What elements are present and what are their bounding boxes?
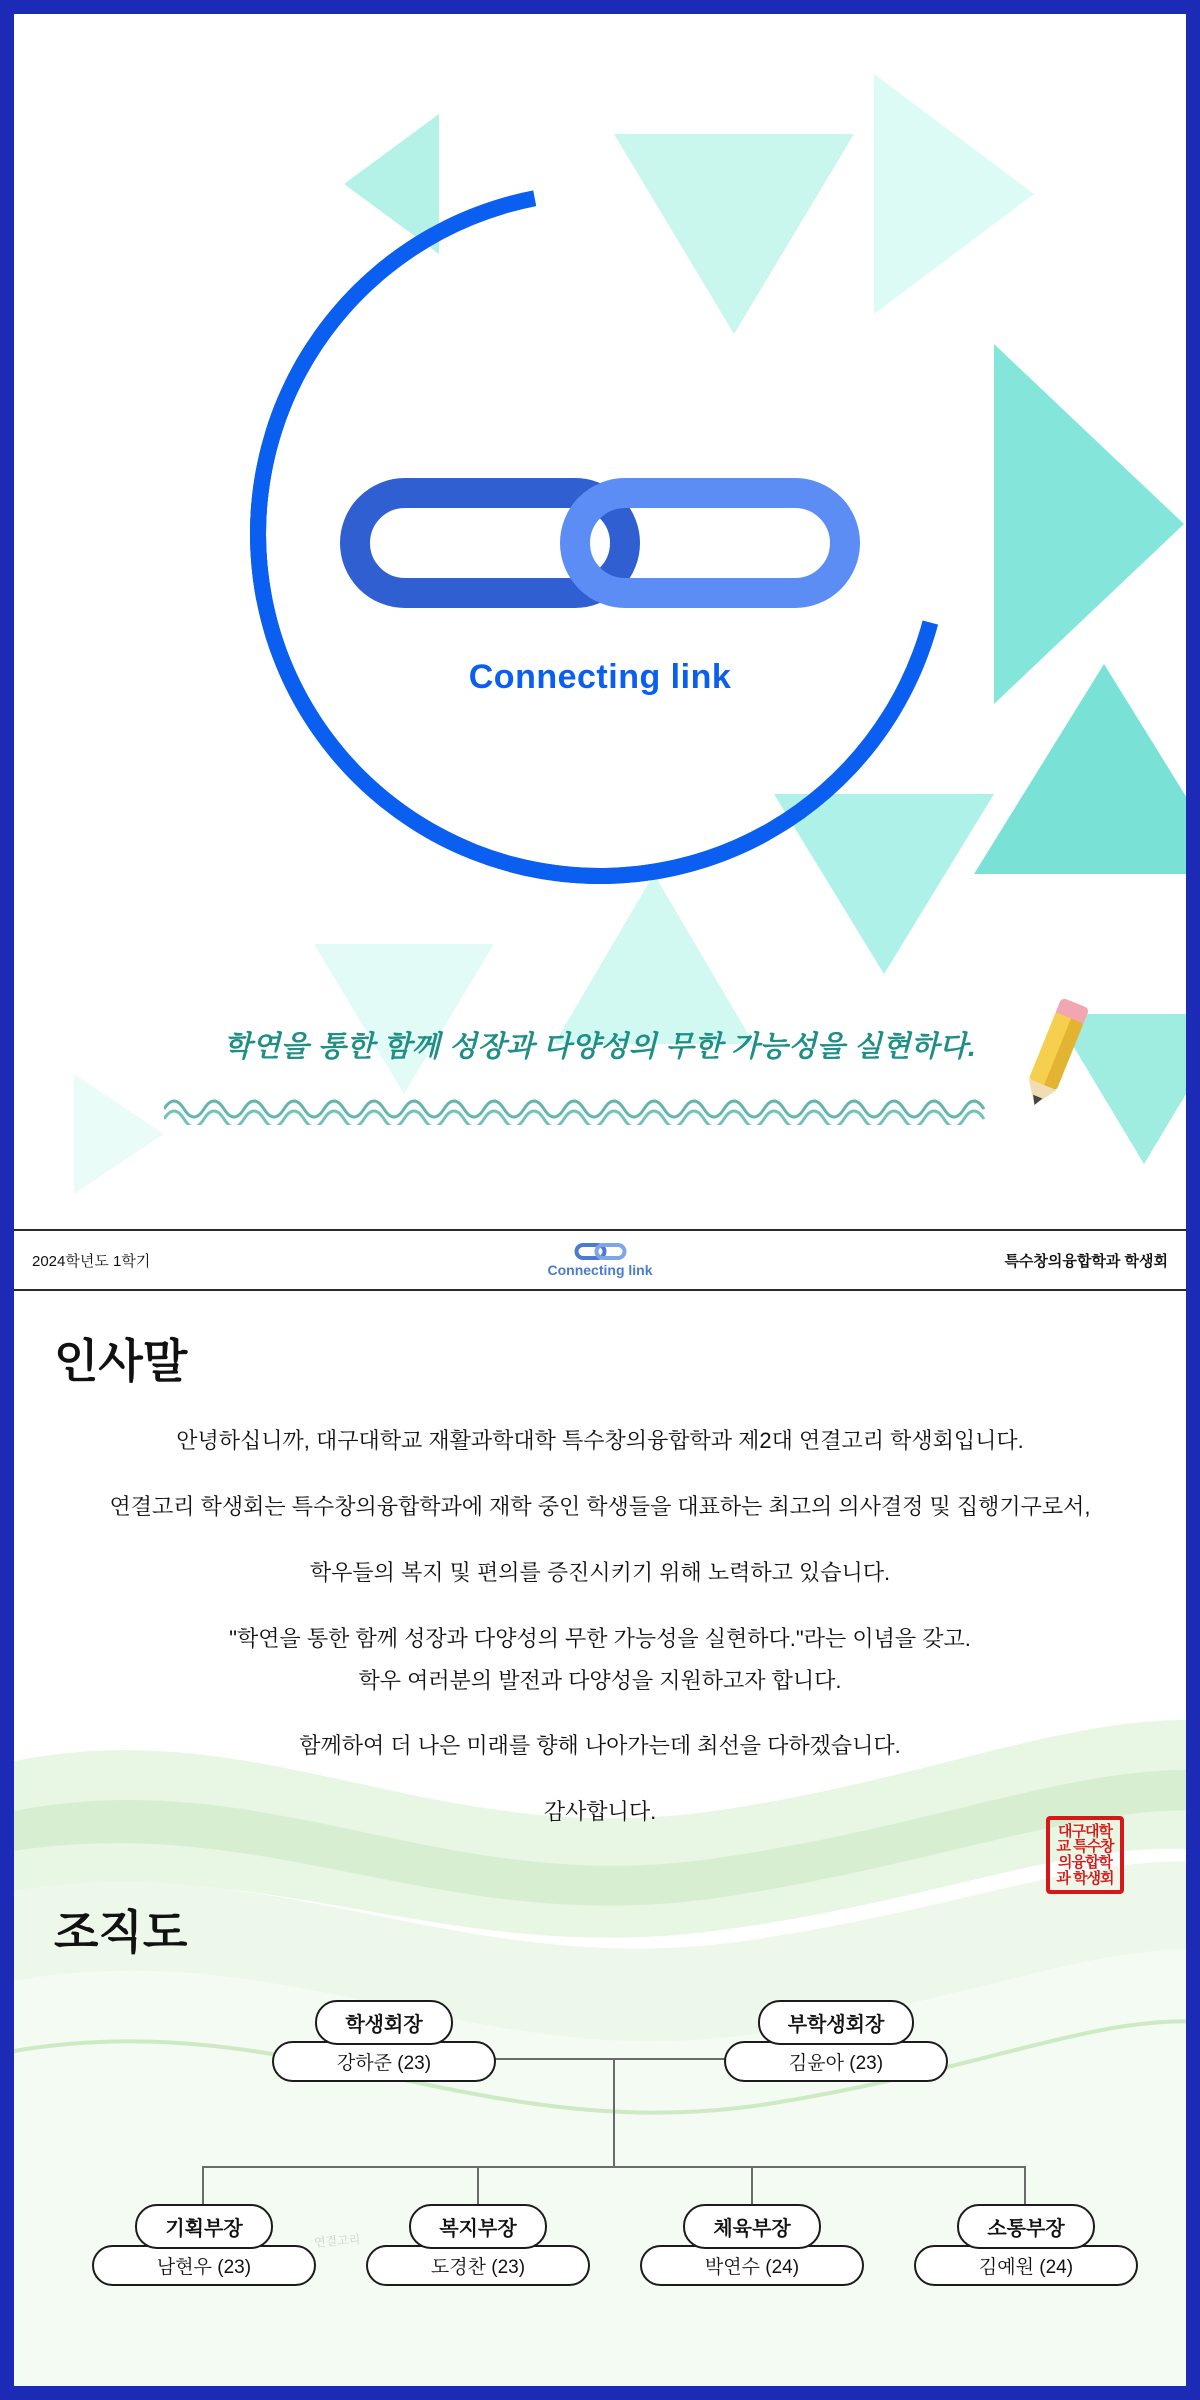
org-role: 복지부장 xyxy=(409,2204,546,2249)
slogan-text: 학연을 통한 함께 성장과 다양성의 무한 가능성을 실현하다. xyxy=(223,1031,977,1063)
decor-triangle xyxy=(314,944,494,1094)
org-connector xyxy=(202,2166,1026,2168)
department-label: 특수창의융합학과 학생회 xyxy=(1004,1252,1168,1270)
org-node-welfare xyxy=(366,2204,590,2286)
org-role: 부학생회장 xyxy=(758,2000,915,2045)
hero-section xyxy=(14,14,1186,1229)
greeting-paragraph: 연결고리 학생회는 특수창의융합학과에 재학 중인 학생들을 대표하는 최고의 의사결정 및 집행기구로서, xyxy=(109,1493,1091,1519)
org-name: 강하준 (23) xyxy=(272,2041,496,2082)
org-connector xyxy=(751,2166,753,2204)
org-name: 김예원 (24) xyxy=(914,2245,1138,2286)
greeting-paragraph: 학우 여러분의 발전과 다양성을 지원하고자 합니다. xyxy=(358,1667,842,1693)
official-seal: 대구대학교 특수창의융합학과 학생회 xyxy=(1046,1816,1124,1894)
logo-ring xyxy=(250,184,950,884)
chain-right-icon xyxy=(560,478,860,608)
greeting-paragraph: 감사합니다. xyxy=(543,1799,657,1825)
org-connector xyxy=(613,2058,615,2166)
org-node-planning xyxy=(92,2204,316,2286)
watermark-text: 연결고리 xyxy=(313,2232,361,2250)
greeting-paragraph: "학연을 통한 함께 성장과 다양성의 무한 가능성을 실현하다."라는 이념을 갖고. xyxy=(229,1625,971,1651)
greeting-paragraph: 안녕하십니까, 대구대학교 재활과학대학 특수창의융합학과 제2대 연결고리 학생회입니다. xyxy=(176,1428,1024,1453)
decor-triangle xyxy=(74,1074,164,1194)
logo xyxy=(14,184,1186,884)
bar-logo xyxy=(548,1243,653,1278)
org-node-vice-president xyxy=(724,2000,948,2082)
org-title: 조직도 xyxy=(54,1906,188,1959)
org-name: 김윤아 (23) xyxy=(724,2041,948,2082)
chain-link-icon xyxy=(340,478,860,618)
scribble-underline xyxy=(164,1089,1004,1125)
org-role: 체육부장 xyxy=(683,2204,820,2249)
org-role: 소통부장 xyxy=(957,2204,1094,2249)
org-name: 남현우 (23) xyxy=(92,2245,316,2286)
org-connector xyxy=(1024,2166,1026,2204)
org-node-communication xyxy=(914,2204,1138,2286)
info-bar xyxy=(14,1229,1186,1291)
content-section xyxy=(14,1291,1186,2400)
org-node-president xyxy=(272,2000,496,2082)
greeting-title: 인사말 xyxy=(54,1335,188,1387)
greeting-body xyxy=(14,1425,1186,1828)
bar-logo-text: Connecting link xyxy=(547,1261,653,1278)
org-node-sports xyxy=(640,2204,864,2286)
org-role: 학생회장 xyxy=(315,2000,452,2045)
org-name: 박연수 (24) xyxy=(640,2245,864,2286)
org-role: 기획부장 xyxy=(135,2204,272,2249)
greeting-paragraph: 학우들의 복지 및 편의를 증진시키기 위해 노력하고 있습니다. xyxy=(309,1559,891,1585)
org-name: 도경찬 (23) xyxy=(366,2245,590,2286)
greeting-paragraph: 함께하여 더 나은 미래를 향해 나아가는데 최선을 다하겠습니다. xyxy=(299,1733,901,1759)
logo-text: Connecting link xyxy=(468,658,732,696)
decor-triangle xyxy=(554,874,754,1044)
semester-label: 2024학년도 1학기 xyxy=(32,1252,151,1270)
chain-link-icon xyxy=(574,1243,626,1261)
org-connector xyxy=(477,2166,479,2204)
org-chart xyxy=(14,1980,1186,2310)
org-connector xyxy=(202,2166,204,2204)
